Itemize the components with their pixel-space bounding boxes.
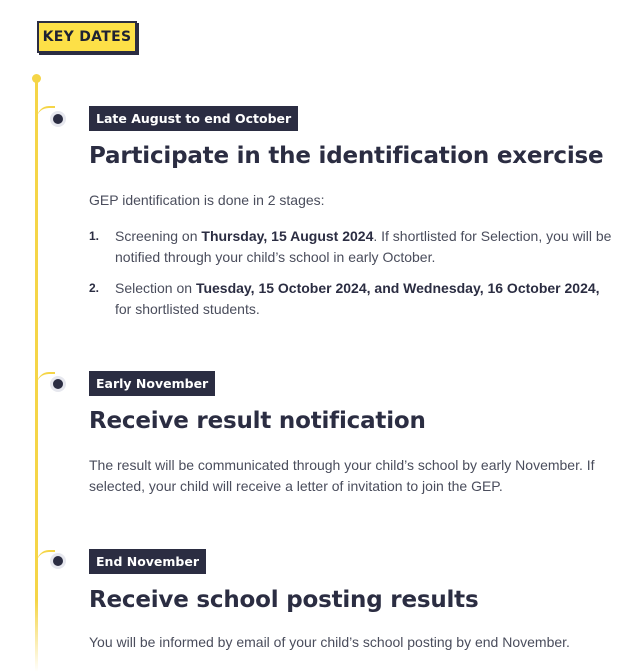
timeline-line [35,78,38,672]
date-tag: End November [89,549,206,574]
section-title: Participate in the identification exercise [89,143,604,169]
list-number: 1. [89,229,100,243]
section-intro: GEP identification is done in 2 stages: [89,192,325,208]
key-dates-badge: KEY DATES [37,21,137,53]
section-body: You will be informed by email of your child’s school posting by end November. [89,634,570,650]
list-text-post: for shortlisted students. [115,301,260,317]
list-text-pre: Screening on [115,228,202,244]
section-title: Receive school posting results [89,587,479,613]
timeline-node [53,114,63,124]
timeline-node [53,556,63,566]
date-tag: Early November [89,371,215,396]
list-text-bold: Tuesday, 15 October 2024, and Wednesday, 16 October 2024, [195,280,600,296]
list-text-post: . If shortlisted for Selection, you will be notified through your child’s school in early October. [115,228,612,265]
list-item [89,278,613,320]
list-text-pre: Selection on [115,280,196,296]
section-body: The result will be communicated through your child’s school by early November. If selected, your child will receive a letter of invitation to join the GEP. [89,457,595,494]
list-text-bold: Thursday, 15 August 2024 [201,228,374,244]
list-number: 2. [89,281,100,295]
timeline-node [53,379,63,389]
section-title: Receive result notification [89,408,426,434]
date-tag: Late August to end October [89,106,298,131]
list-item [89,226,613,268]
stages-list [89,226,613,330]
timeline-start-dot [32,74,41,83]
